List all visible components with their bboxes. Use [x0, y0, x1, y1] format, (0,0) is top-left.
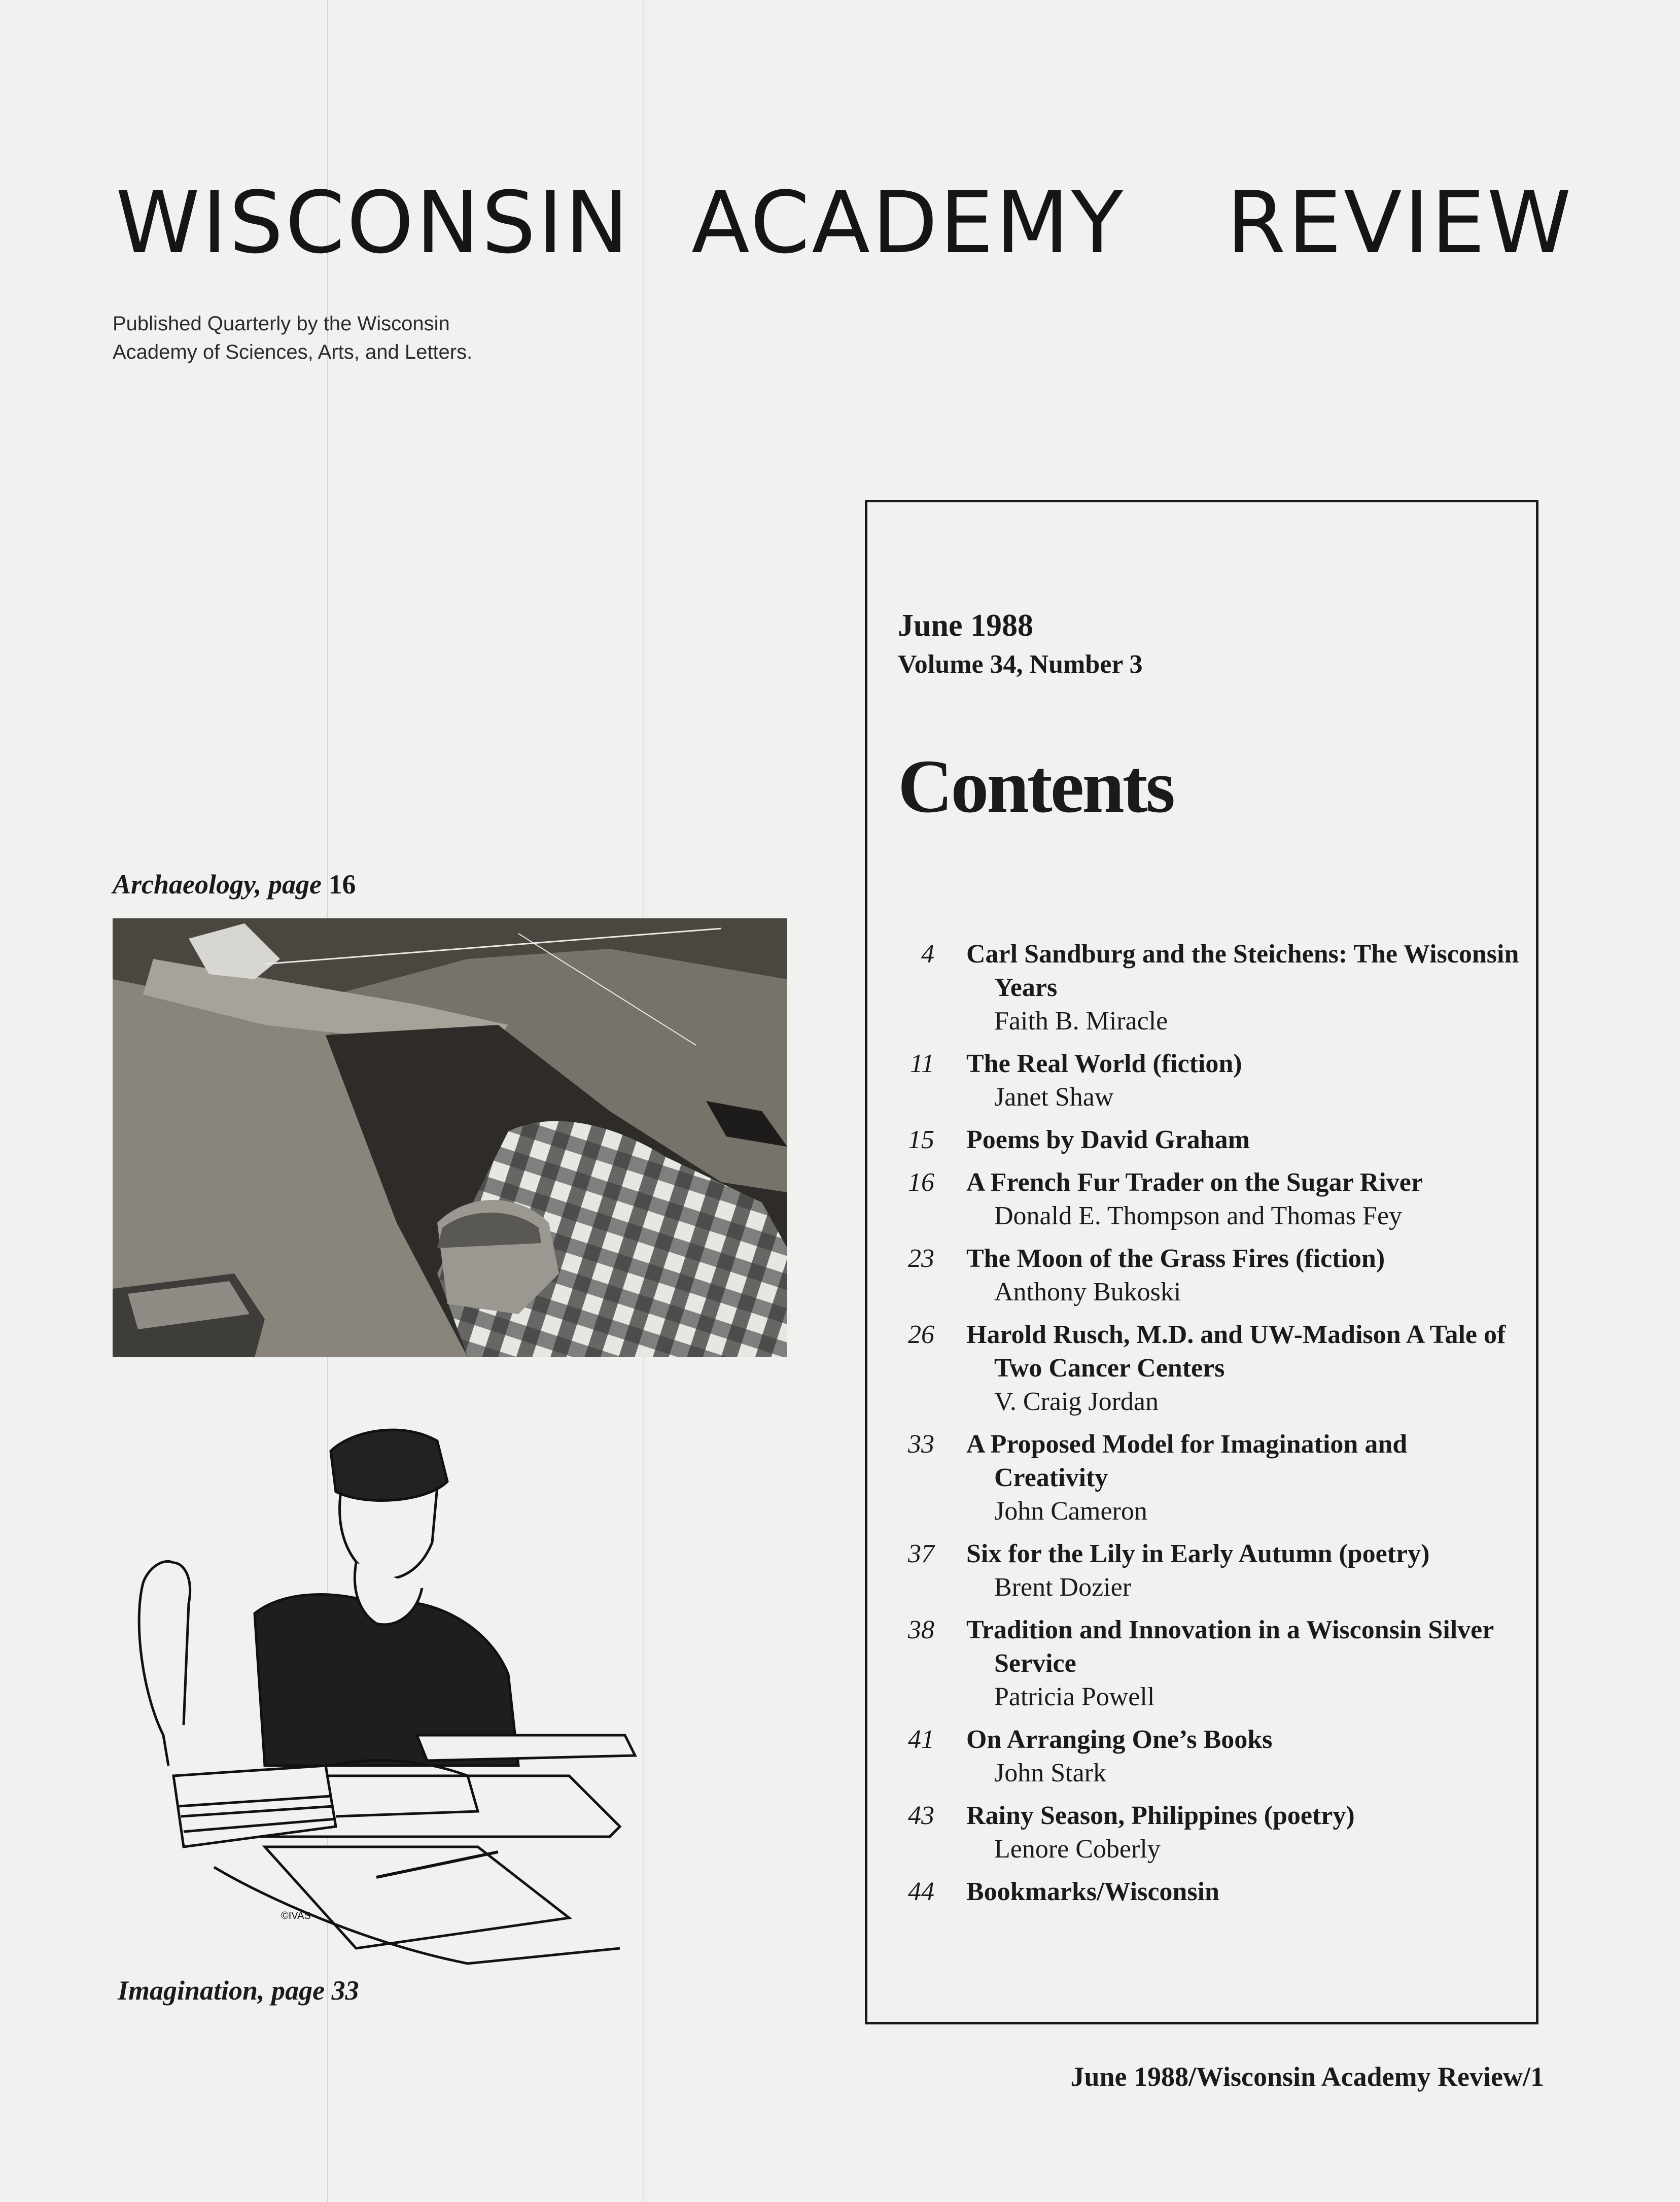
toc-title: Rainy Season, Philippines (poetry) — [966, 1801, 1355, 1830]
toc-title: Tradition and Innovation in a Wisconsin Silver Service — [966, 1615, 1494, 1678]
toc-page-number: 16 — [908, 1168, 934, 1197]
archaeology-caption — [113, 869, 356, 900]
issue-date: June 1988 — [898, 608, 1033, 643]
toc-page-number: 43 — [908, 1801, 934, 1830]
archaeology-caption-label: Archaeology, page — [113, 869, 322, 900]
toc-page-number: 37 — [908, 1539, 934, 1568]
toc-page-number: 11 — [909, 1049, 934, 1078]
toc-entry — [893, 1799, 1522, 1866]
toc-entry — [893, 1537, 1522, 1604]
masthead-word-review: REVIEW — [1227, 173, 1573, 272]
toc-author: Faith B. Miracle — [994, 1007, 1168, 1036]
archaeology-photo — [113, 918, 787, 1357]
toc-author: John Cameron — [994, 1497, 1147, 1526]
toc-author: Janet Shaw — [994, 1083, 1114, 1112]
publisher-line-2: Academy of Sciences, Arts, and Letters. — [113, 341, 473, 363]
toc-page-number: 23 — [908, 1244, 934, 1273]
toc-entry — [893, 1613, 1522, 1714]
contents-heading: Contents — [898, 744, 1174, 829]
toc-page-number: 38 — [908, 1615, 934, 1644]
toc-page-number: 44 — [908, 1877, 934, 1906]
toc-entry — [893, 1318, 1522, 1419]
toc-title: A Proposed Model for Imagination and Creativity — [966, 1430, 1408, 1492]
publisher-note — [113, 309, 472, 366]
toc-title: Harold Rusch, M.D. and UW-Madison A Tale of Two Cancer Centers — [966, 1320, 1506, 1383]
imagination-illustration — [113, 1410, 696, 1994]
toc-page-number: 33 — [908, 1430, 934, 1459]
toc-author: John Stark — [994, 1759, 1106, 1787]
toc-page-number: 26 — [908, 1320, 934, 1349]
toc-entry — [893, 1875, 1522, 1909]
toc-author: Lenore Coberly — [994, 1835, 1161, 1864]
toc-entry — [893, 1166, 1522, 1233]
imagination-caption — [118, 1975, 359, 2006]
publisher-line-1: Published Quarterly by the Wisconsin — [113, 313, 450, 335]
toc-title: On Arranging One’s Books — [966, 1725, 1273, 1754]
toc-title: Carl Sandburg and the Steichens: The Wisconsin Years — [966, 940, 1519, 1002]
imagination-caption-label: Imagination, page — [118, 1975, 325, 2006]
toc-title: Six for the Lily in Early Autumn (poetry) — [966, 1539, 1430, 1568]
issue-volume: Volume 34, Number 3 — [898, 650, 1143, 679]
toc-title: Poems by David Graham — [966, 1125, 1250, 1154]
toc-author: Patricia Powell — [994, 1682, 1155, 1711]
toc-author: Brent Dozier — [994, 1573, 1132, 1602]
toc-page-number: 15 — [908, 1125, 934, 1154]
toc-title: Bookmarks/Wisconsin — [966, 1877, 1219, 1906]
toc-author: V. Craig Jordan — [994, 1387, 1159, 1416]
toc-entry — [893, 1047, 1522, 1114]
toc-entry — [893, 1123, 1522, 1157]
toc-author: Anthony Bukoski — [994, 1278, 1181, 1306]
toc-entry — [893, 1242, 1522, 1309]
page-footer: June 1988/Wisconsin Academy Review/1 — [1070, 2061, 1544, 2092]
toc-page-number: 4 — [921, 940, 934, 969]
toc-entry — [893, 1428, 1522, 1528]
toc-entry — [893, 938, 1522, 1038]
toc-author: Donald E. Thompson and Thomas Fey — [994, 1201, 1403, 1230]
masthead-word-wisconsin: WISCONSIN — [116, 173, 631, 272]
archaeology-caption-page: 16 — [328, 869, 356, 900]
toc-page-number: 41 — [908, 1725, 934, 1754]
table-of-contents — [893, 938, 1522, 1918]
illustration-signature: ©IVAS — [281, 1910, 311, 1921]
imagination-caption-page: 33 — [331, 1975, 359, 2006]
toc-title: A French Fur Trader on the Sugar River — [966, 1168, 1423, 1197]
toc-title: The Real World (fiction) — [966, 1049, 1242, 1078]
masthead-word-academy: ACADEMY — [691, 173, 1126, 272]
toc-entry — [893, 1723, 1522, 1790]
toc-title: The Moon of the Grass Fires (fiction) — [966, 1244, 1385, 1273]
